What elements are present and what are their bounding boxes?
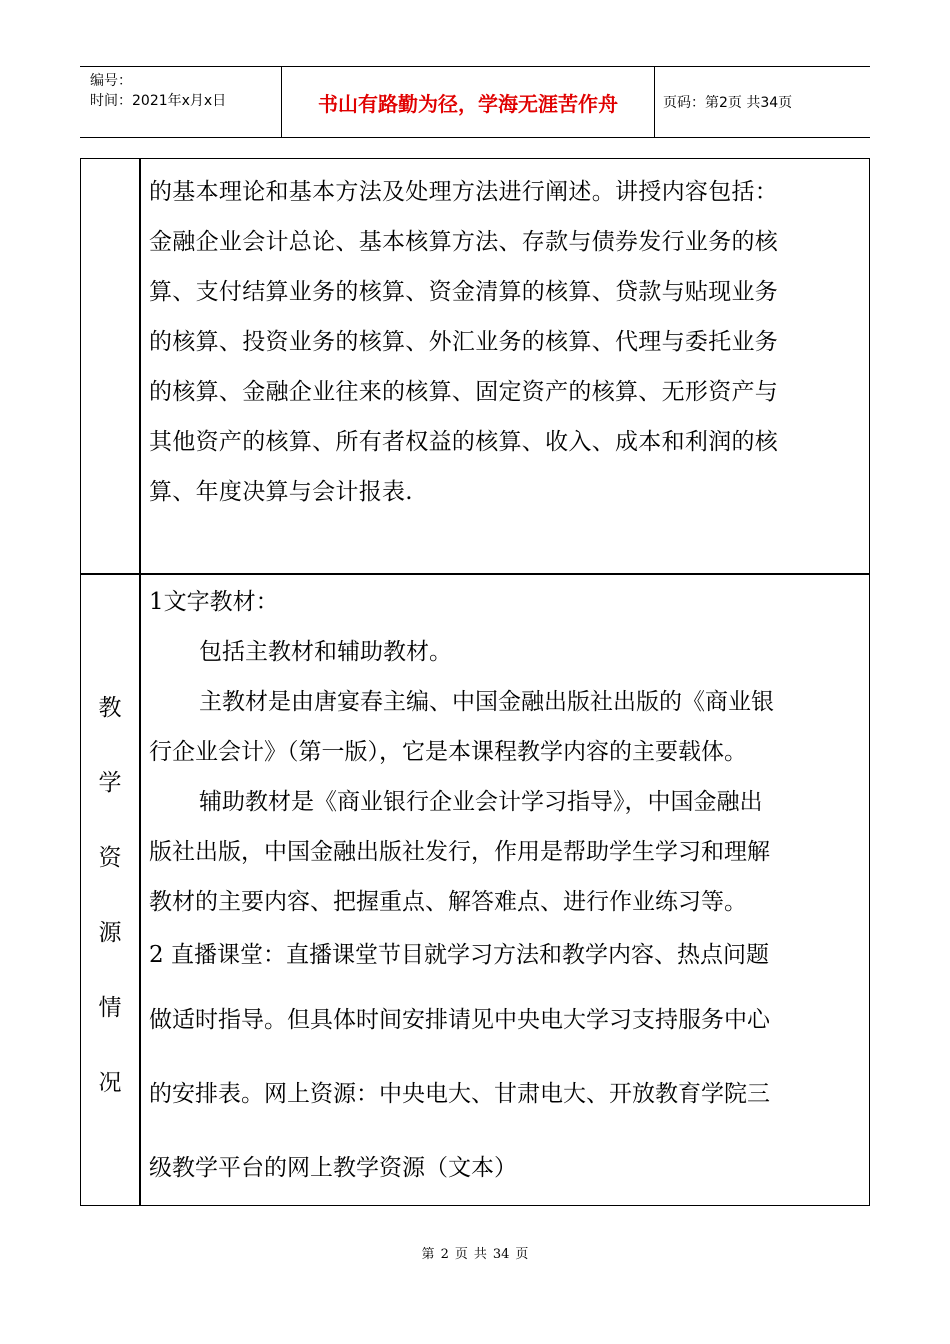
content-line: 做适时指导。但具体时间安排请见中央电大学习支持服务中心 bbox=[149, 1007, 770, 1033]
header-page-info: 页码：第2页 共34页 bbox=[663, 95, 793, 111]
content-line: 的核算、投资业务的核算、外汇业务的核算、代理与委托业务 bbox=[149, 329, 779, 355]
column-divider bbox=[139, 159, 141, 1205]
content-line: 金融企业会计总论、基本核算方法、存款与债券发行业务的核 bbox=[149, 229, 779, 255]
header-motto: 书山有路勤为径，学海无涯苦作舟 bbox=[318, 91, 618, 116]
content-line: 包括主教材和辅助教材。 bbox=[199, 639, 452, 665]
footer-word: 共 bbox=[473, 1247, 487, 1262]
footer-word: 第 bbox=[421, 1247, 435, 1262]
document-number-label: 编号： bbox=[90, 73, 132, 89]
teaching-resources-label bbox=[81, 671, 139, 1121]
content-line: 的基本理论和基本方法及处理方法进行阐述。讲授内容包括： bbox=[149, 179, 779, 205]
footer-word: 页 bbox=[515, 1247, 529, 1262]
label-char: 教 bbox=[98, 695, 122, 721]
content-line: 其他资产的核算、所有者权益的核算、收入、成本和利润的核 bbox=[149, 429, 779, 455]
course-content-cell bbox=[149, 167, 849, 517]
footer-current-page: 2 bbox=[440, 1247, 449, 1262]
label-char: 资 bbox=[98, 845, 122, 871]
content-line: 的核算、金融企业往来的核算、固定资产的核算、无形资产与 bbox=[149, 379, 779, 405]
content-line: 行企业会计》（第一版），它是本课程教学内容的主要载体。 bbox=[149, 739, 747, 765]
content-line: 版社出版，中国金融出版社发行，作用是帮助学生学习和理解 bbox=[149, 839, 770, 865]
footer-total-pages: 34 bbox=[492, 1247, 510, 1262]
content-line: 算、支付结算业务的核算、资金清算的核算、贷款与贴现业务 bbox=[149, 279, 779, 305]
label-char: 况 bbox=[98, 1070, 122, 1096]
page-footer bbox=[0, 1243, 950, 1262]
row-divider bbox=[81, 573, 869, 575]
content-line: 主教材是由唐宴春主编、中国金融出版社出版的《商业银 bbox=[199, 689, 774, 715]
content-table bbox=[80, 158, 870, 1206]
label-char: 学 bbox=[98, 770, 122, 796]
teaching-resources-cell bbox=[149, 577, 849, 1205]
content-line: 算、年度决算与会计报表. bbox=[149, 479, 413, 505]
footer-word: 页 bbox=[454, 1247, 468, 1262]
document-time: 时间：2021年x月x日 bbox=[90, 93, 227, 109]
label-char: 源 bbox=[98, 920, 122, 946]
content-line: 1文字教材： bbox=[149, 589, 279, 615]
content-line: 2 直播课堂：直播课堂节目就学习方法和教学内容、热点问题 bbox=[149, 942, 769, 968]
header-divider bbox=[654, 67, 655, 137]
content-line: 教材的主要内容、把握重点、解答难点、进行作业练习等。 bbox=[149, 889, 747, 915]
label-char: 情 bbox=[98, 995, 122, 1021]
header-meta bbox=[90, 71, 280, 111]
content-line: 的安排表。网上资源：中央电大、甘肃电大、开放教育学院三 bbox=[149, 1081, 770, 1107]
content-line: 辅助教材是《商业银行企业会计学习指导》，中国金融出 bbox=[199, 789, 763, 815]
content-line: 级教学平台的网上教学资源（文本） bbox=[149, 1155, 517, 1181]
page-header bbox=[80, 66, 870, 138]
